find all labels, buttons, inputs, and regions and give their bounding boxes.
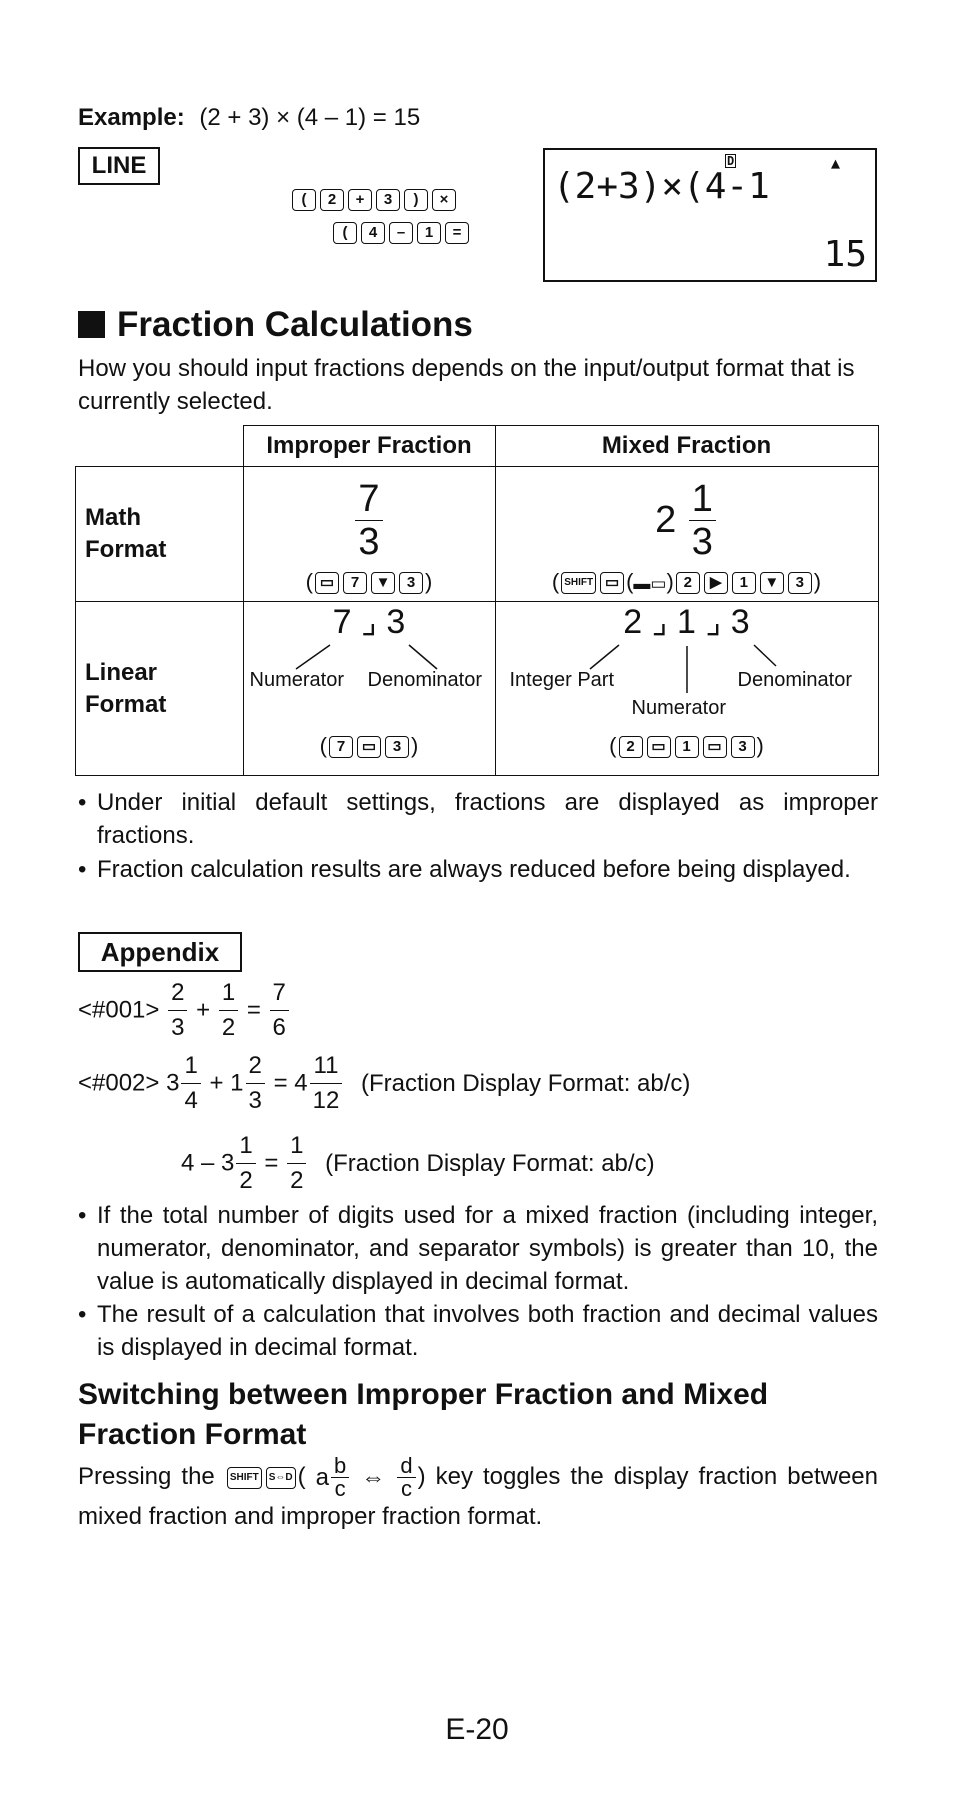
toggle-c: c <box>400 1476 412 1501</box>
label-denominator: Denominator <box>737 669 853 691</box>
header-mixed: Mixed Fraction <box>495 426 878 467</box>
key-sequence-row1 <box>290 189 458 211</box>
linear-improper-keys: ( 7 ▭ 3 ) <box>319 733 419 758</box>
bullet-mixed-decimal: • The result of a calculation that involves both fraction and decimal values is displayed in decimal format. <box>97 1298 878 1364</box>
cell-linear-improper <box>243 602 495 776</box>
linear-improper-expression: 7 ⌟ 3 <box>332 603 406 641</box>
key-down: ▼ <box>371 572 395 594</box>
key-3: 3 <box>399 572 423 594</box>
key-2: 2 <box>619 736 643 758</box>
integer-part: 3 <box>166 1069 180 1097</box>
calculator-display <box>543 148 877 282</box>
header-improper: Improper Fraction <box>243 426 495 467</box>
square-bullet-icon <box>78 311 105 338</box>
denominator: 3 <box>358 520 380 563</box>
cell-math-improper <box>243 467 495 602</box>
key-1: 1 <box>417 222 441 244</box>
denominator: 2 <box>221 1014 236 1041</box>
key-fraction: ▭ <box>703 736 727 758</box>
key-2: 2 <box>676 572 700 594</box>
toggle-d: d <box>397 1455 415 1478</box>
appendix-badge <box>78 932 242 972</box>
math-mixed-keys: ( SHIFT ▭ (▬▭) 2 ▶ 1 ▼ 3 ) <box>551 568 822 594</box>
key-7: 7 <box>329 736 353 758</box>
key-fraction: ▭ <box>600 572 624 594</box>
key-3: 3 <box>731 736 755 758</box>
cell-math-mixed <box>495 467 878 602</box>
key-fraction: ▭ <box>315 572 339 594</box>
display-result: 15 <box>823 234 867 275</box>
math-improper-keys: ( ▭ 7 ▼ 3 ) <box>305 568 433 594</box>
key-fraction: ▭ <box>357 736 381 758</box>
key-3: 3 <box>385 736 409 758</box>
section-title: Fraction Calculations <box>117 305 473 344</box>
denominator: 12 <box>312 1087 340 1114</box>
row-label-math: Math Format <box>76 467 244 602</box>
appendix-example-003: 4 – 3 $\frac{1}{2}$ = $\frac{1}{2}$ (Fraction Display Format: ab/c) <box>181 1129 655 1198</box>
appendix-label: Appendix <box>100 937 220 967</box>
numerator: 1 <box>219 976 238 1011</box>
appendix-example-002: <#002> 3 $\frac{1}{4}$ + 1 $\frac{2}{3}$ = 4 $\frac{11}{12}$ (Fraction Display Format: ab/c) <box>78 1049 690 1118</box>
lead-expression: 4 – 3 <box>181 1149 235 1177</box>
example-expression: (2 + 3) × (4 – 1) = 15 <box>199 104 421 131</box>
key-down: ▼ <box>760 572 784 594</box>
denominator: 3 <box>248 1087 262 1114</box>
numerator: 7 <box>270 976 289 1011</box>
key-right: ▶ <box>704 572 728 594</box>
key-fraction: ▭ <box>647 736 671 758</box>
key-3: 3 <box>376 189 400 211</box>
toggle-c: c <box>334 1476 346 1501</box>
text-after: key toggles the display fraction between mixed fraction and improper fraction format. <box>78 1462 878 1530</box>
key-s-to-d: S⇔D <box>266 1467 296 1489</box>
numerator: 1 <box>236 1129 255 1164</box>
numerator: 2 <box>168 976 187 1011</box>
toggle-arrow-icon: ⇔ <box>361 1464 386 1491</box>
numerator: 1 <box>287 1129 306 1164</box>
line-mode-badge <box>78 147 160 185</box>
section-intro: How you should input fractions depends on the input/output format that is currently selected. <box>78 355 855 415</box>
integer-part: 2 <box>655 498 677 541</box>
key-shift: SHIFT <box>227 1467 262 1489</box>
key-open-paren: ( <box>333 222 357 244</box>
numerator: 1 <box>181 1049 200 1084</box>
numerator: 2 <box>246 1049 265 1084</box>
denominator: 4 <box>184 1087 198 1114</box>
section-heading <box>78 305 473 345</box>
numerator: 1 <box>689 478 716 521</box>
fraction-7-3 <box>355 478 382 563</box>
key-multiply: × <box>432 189 456 211</box>
degree-indicator: D <box>727 154 735 168</box>
key-1: 1 <box>732 572 756 594</box>
up-arrow-icon: ▲ <box>831 154 841 172</box>
cell-linear-mixed <box>495 602 878 776</box>
example-tag: <#001> <box>78 996 160 1024</box>
key-plus: + <box>348 189 372 211</box>
key-2: 2 <box>320 189 344 211</box>
denominator: 3 <box>691 520 713 563</box>
integer-part: 1 <box>230 1069 244 1097</box>
linear-mixed-expression: 2 ⌟ 1 ⌟ 3 <box>623 603 750 641</box>
format-note: (Fraction Display Format: ab/c) <box>325 1149 655 1177</box>
display-input: (2+3)×(4-1 <box>553 166 770 207</box>
key-sequence-row2 <box>331 222 471 244</box>
fraction-part <box>689 478 716 563</box>
mixed-fraction-2-1-3 <box>496 478 878 563</box>
switching-heading: Switching between Improper Fraction and Mixed Fraction Format <box>78 1378 769 1451</box>
key-open-paren: ( <box>292 189 316 211</box>
key-equals: = <box>445 222 469 244</box>
linear-mixed-keys: ( 2 ▭ 1 ▭ 3 ) <box>609 733 764 758</box>
key-4: 4 <box>361 222 385 244</box>
denominator: 2 <box>239 1167 253 1194</box>
switching-text: Pressing the SHIFT S⇔D ( a $\frac{b}{c}$ ⇔ $\frac{d}{c}$ ) key toggles the display fraction between mixed fraction and improper fraction format. <box>78 1453 878 1530</box>
toggle-a: a <box>315 1464 329 1491</box>
integer-part: 4 <box>294 1069 308 1097</box>
example-label: Example: <box>78 104 185 131</box>
toggle-b: b <box>331 1455 349 1478</box>
table-corner <box>76 426 244 467</box>
label-denominator: Denominator <box>367 669 483 691</box>
denominator: 6 <box>272 1014 286 1041</box>
mixed-fraction-symbol: ▬▭ <box>633 573 667 593</box>
text-before: Pressing the <box>78 1462 215 1490</box>
key-1: 1 <box>675 736 699 758</box>
key-minus: – <box>389 222 413 244</box>
key-7: 7 <box>343 572 367 594</box>
line-mode-label: LINE <box>91 152 147 179</box>
key-close-paren: ) <box>404 189 428 211</box>
format-note: (Fraction Display Format: ab/c) <box>360 1069 691 1097</box>
appendix-example-001: <#001> $\frac{2}{3}$ + $\frac{1}{2}$ = $\frac{7}{6}$ <box>78 976 291 1045</box>
example-tag: <#002> <box>78 1069 160 1097</box>
bullet-default-improper: • Under initial default settings, fractions are displayed as improper fractions. <box>97 786 878 852</box>
key-shift: SHIFT <box>561 572 596 594</box>
page-number: E-20 <box>445 1713 509 1746</box>
label-numerator: Numerator <box>249 669 344 691</box>
numerator: 7 <box>355 478 382 521</box>
denominator: 3 <box>171 1014 185 1041</box>
bullet-reduced-results: • Fraction calculation results are always reduced before being displayed. <box>97 853 878 886</box>
row-label-linear: Linear Format <box>76 602 244 776</box>
label-numerator: Numerator <box>631 697 726 719</box>
numerator: 11 <box>310 1049 343 1084</box>
fraction-format-table <box>75 425 879 776</box>
label-integer-part: Integer Part <box>509 669 615 691</box>
example-line <box>78 101 420 134</box>
key-3: 3 <box>788 572 812 594</box>
denominator: 2 <box>290 1167 304 1194</box>
bullet-digit-limit: • If the total number of digits used for a mixed fraction (including integer, numerator, denominator, and separator symbols) is greater than 10, the value is automatically displayed in decimal format. <box>97 1199 878 1298</box>
